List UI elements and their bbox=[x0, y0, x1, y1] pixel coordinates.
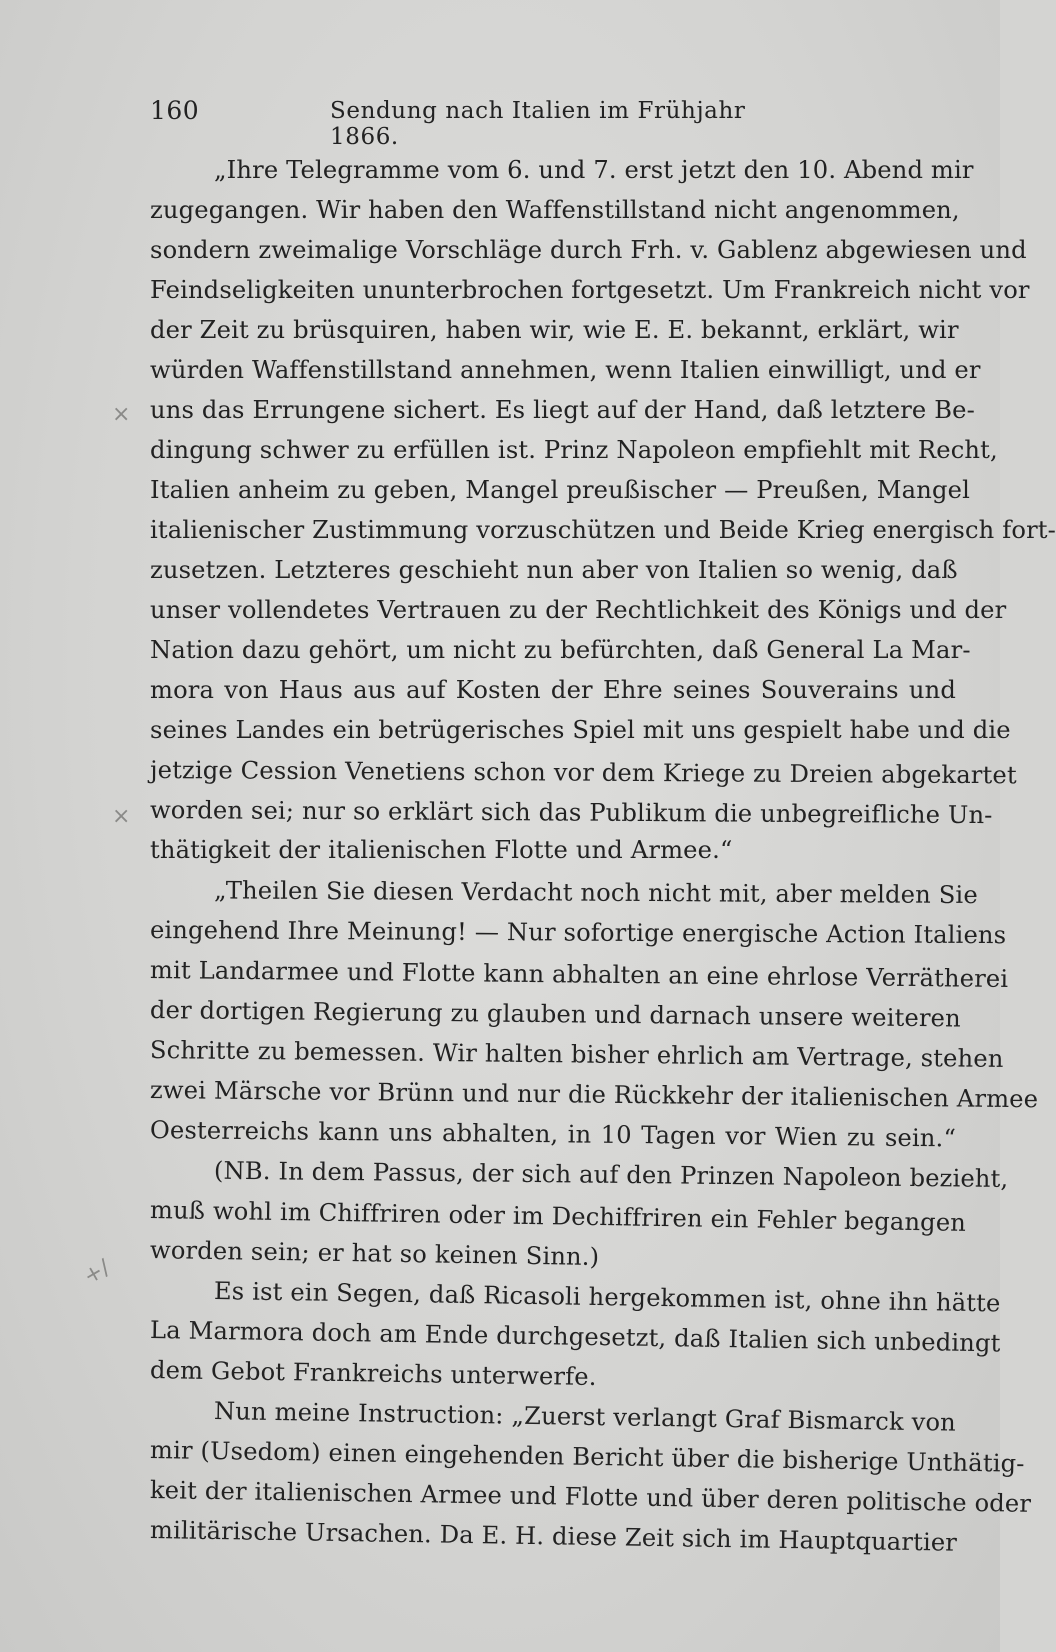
text-line: eingehend Ihre Meinung! — Nur sofortige energische Action Italiens bbox=[149, 916, 1007, 950]
text-line: italienischer Zustimmung vorzuschützen und Beide Krieg energisch fort- bbox=[150, 516, 1056, 544]
text-line: Feindseligkeiten ununterbrochen fortgesetzt. Um Frankreich nicht vor bbox=[150, 276, 1030, 304]
text-line: zwei Märsche vor Brünn und nur die Rückkehr der italienischen Armee bbox=[149, 1076, 1039, 1114]
text-line: Nun meine Instruction: „Zuerst verlangt Graf Bismarck von bbox=[213, 1397, 957, 1437]
text-line: La Marmora doch am Ende durchgesetzt, daß Italien sich unbedingt bbox=[149, 1316, 1001, 1358]
text-line: jetzige Cession Venetiens schon vor dem Kriege zu Dreien abgekartet bbox=[149, 756, 1017, 790]
text-line: mora von Haus aus auf Kosten der Ehre seines Souverains und bbox=[150, 676, 956, 704]
text-line: mir (Usedom) einen eingehenden Bericht über die bisherige Unthätig- bbox=[149, 1436, 1025, 1478]
text-line: (NB. In dem Passus, der sich auf den Prinzen Napoleon bezieht, bbox=[213, 1156, 1009, 1193]
text-line: der Zeit zu brüsquiren, haben wir, wie E. E. bekannt, erklärt, wir bbox=[150, 316, 959, 344]
text-line: Es ist ein Segen, daß Ricasoli hergekommen ist, ohne ihn hätte bbox=[213, 1277, 1001, 1318]
margin-pencil-mark: × bbox=[112, 402, 131, 427]
text-line: Italien anheim zu geben, Mangel preußischer — Preußen, Mangel bbox=[150, 476, 970, 504]
text-line: würden Waffenstillstand annehmen, wenn Italien einwilligt, und er bbox=[150, 356, 981, 384]
text-line: Nation dazu gehört, um nicht zu befürchten, daß General La Mar- bbox=[150, 636, 971, 664]
page-number: 160 bbox=[150, 96, 200, 125]
text-line: unser vollendetes Vertrauen zu der Rechtlichkeit des Königs und der bbox=[150, 596, 1007, 624]
text-line: zugegangen. Wir haben den Waffenstillstand nicht angenommen, bbox=[150, 196, 960, 224]
page-header bbox=[150, 96, 770, 150]
text-line: militärische Ursachen. Da E. H. diese Zeit sich im Hauptquartier bbox=[149, 1516, 958, 1557]
text-line: „Theilen Sie diesen Verdacht noch nicht mit, aber melden Sie bbox=[213, 876, 978, 910]
text-line: muß wohl im Chiffriren oder im Dechiffriren ein Fehler begangen bbox=[149, 1196, 967, 1237]
text-line: Schritte zu bemessen. Wir halten bisher ehrlich am Vertrage, stehen bbox=[149, 1036, 1004, 1073]
margin-pencil-mark: +/ bbox=[79, 1255, 115, 1290]
text-line: dingung schwer zu erfüllen ist. Prinz Napoleon empfiehlt mit Recht, bbox=[150, 436, 998, 464]
running-head: Sendung nach Italien im Frühjahr 1866. bbox=[330, 98, 746, 150]
text-line: zusetzen. Letzteres geschieht nun aber von Italien so wenig, daß bbox=[150, 556, 958, 584]
text-line: mit Landarmee und Flotte kann abhalten an eine ehrlose Verrätherei bbox=[149, 956, 1009, 993]
text-line: Oesterreichs kann uns abhalten, in 10 Tagen vor Wien zu sein.“ bbox=[149, 1116, 957, 1153]
text-line: seines Landes ein betrügerisches Spiel mit uns gespielt habe und die bbox=[150, 716, 1011, 744]
text-line: der dortigen Regierung zu glauben und darnach unsere weiteren bbox=[149, 996, 961, 1033]
text-line: worden sein; er hat so keinen Sinn.) bbox=[149, 1236, 600, 1272]
margin-pencil-mark: × bbox=[112, 804, 131, 829]
text-line: „Ihre Telegramme vom 6. und 7. erst jetzt den 10. Abend mir bbox=[214, 156, 974, 184]
text-line: thätigkeit der italienischen Flotte und Armee.“ bbox=[150, 836, 733, 864]
text-body bbox=[149, 150, 1056, 1557]
text-line: dem Gebot Frankreichs unterwerfe. bbox=[149, 1356, 597, 1392]
text-line: uns das Errungene sichert. Es liegt auf der Hand, daß letztere Be- bbox=[150, 396, 975, 424]
text-line: sondern zweimalige Vorschläge durch Frh. v. Gablenz abgewiesen und bbox=[150, 236, 1027, 264]
text-line: worden sei; nur so erklärt sich das Publikum die unbegreifliche Un- bbox=[149, 796, 993, 830]
text-line: keit der italienischen Armee und Flotte und über deren politische oder bbox=[149, 1476, 1032, 1518]
